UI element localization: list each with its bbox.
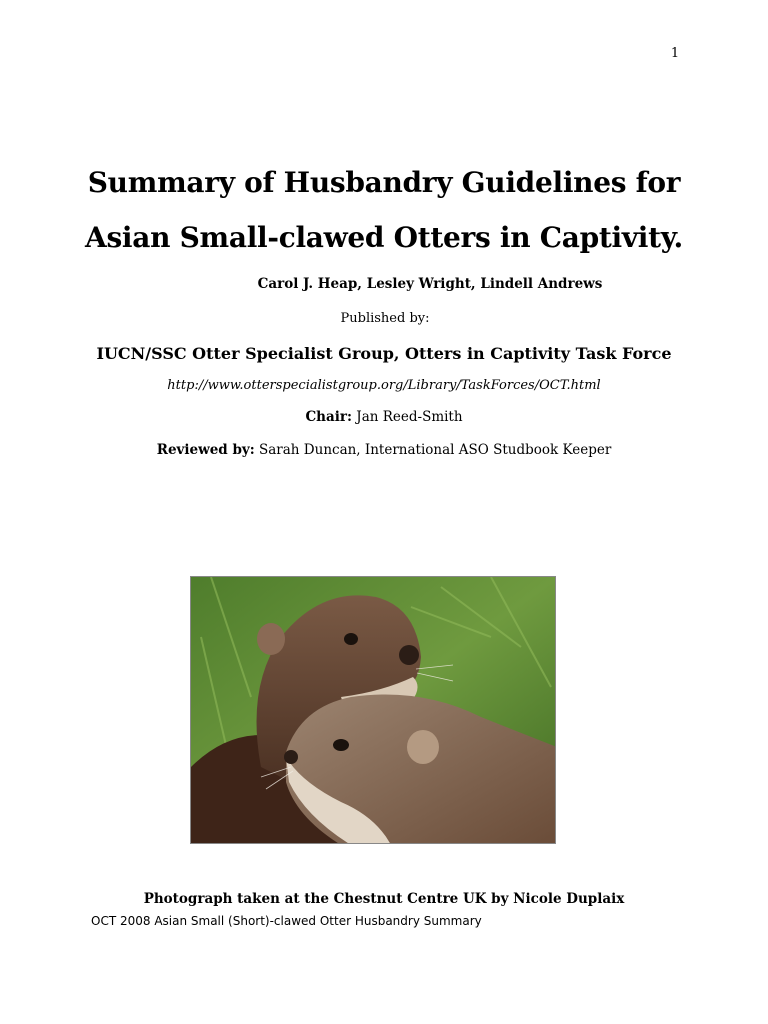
page-footer: OCT 2008 Asian Small (Short)-clawed Otter Husbandry Summary [91,914,482,928]
authors: Carol J. Heap, Lesley Wright, Lindell Andrews [257,276,603,292]
published-by-label: Published by: [340,311,430,326]
document-title-line-1: Summary of Husbandry Guidelines for [87,166,681,199]
page-number: 1 [670,46,680,61]
chair-line [0,409,768,425]
document-title-line-2: Asian Small-clawed Otters in Captivity. [85,221,683,254]
chair-label: Chair: [305,409,352,425]
reviewer-name: Sarah Duncan, International ASO Studbook Keeper [254,442,612,458]
organization-url[interactable]: http://www.otterspecialistgroup.org/Library/TaskForces/OCT.html [167,378,601,393]
reviewed-by-line [0,442,768,458]
photo-caption: Photograph taken at the Chestnut Centre UK by Nicole Duplaix [143,891,625,907]
publishing-organization: IUCN/SSC Otter Specialist Group, Otters in Captivity Task Force [96,344,672,363]
reviewed-by-label: Reviewed by: [156,442,255,458]
otter-photograph [190,576,556,844]
otter-photo-illustration [191,577,556,844]
chair-name: Jan Reed-Smith [351,409,463,425]
